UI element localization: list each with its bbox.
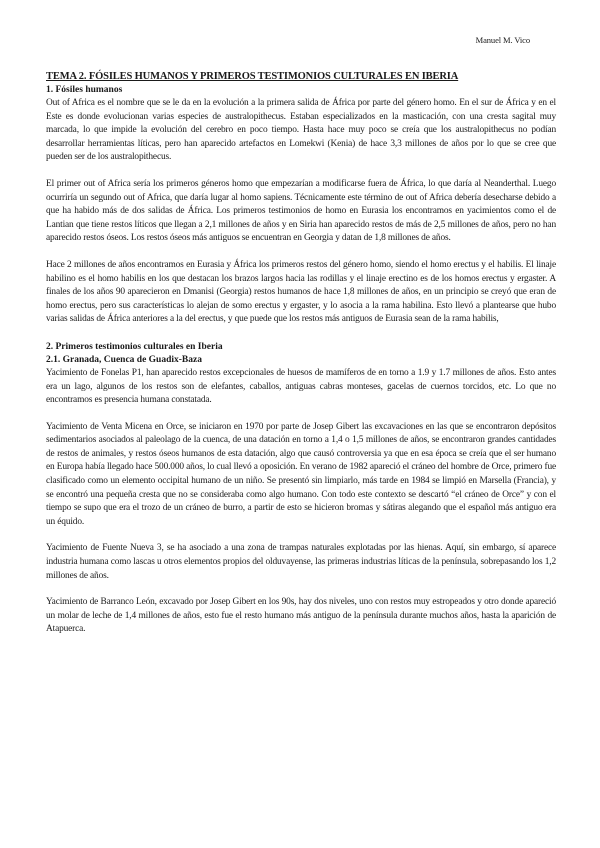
document-title: TEMA 2. FÓSILES HUMANOS Y PRIMEROS TESTIMONIOS CULTURALES EN IBERIA — [46, 71, 459, 82]
section-1-paragraph-1: Out of Africa es el nombre que se le da en la evolución a la primera salida de África por parte del género homo. En el sur de África y en el Este es donde evolucionan varias especies de australopithecus. Estaban especializados en la masticación, con una cresta sagital muy marcada, lo que impide la evolución del cerebro en poco tiempo. Hasta hace muy poco se creía que los australopithecus no podían desarrollar herramientas líticas, pero han aparecido artefactos en Lomekwi (Kenia) de hace 3,3 millones de años por lo que se cree que pueden ser de los australopithecus. — [46, 98, 556, 163]
section-2-paragraph-3: Yacimiento de Fuente Nueva 3, se ha asociado a una zona de trampas naturales explotadas por las hienas. Aquí, sin embargo, sí aparece industria humana como lascas u otros elementos propios del olduvayense, las primeras industrias líticas de la península, sobrepasando los 1,2 millones de años. — [46, 543, 556, 581]
document-body — [46, 70, 556, 637]
section-2-paragraph-4: Yacimiento de Barranco León, excavado por Josep Gibert en los 90s, hay dos niveles, uno con restos muy estropeados y otro donde apareció un molar de leche de 1,4 millones de años, esto fue el resto humano más antiguo de la península durante muchos años, hasta la aparición de Atapuerca. — [46, 597, 556, 635]
author-name: Manuel M. Vico — [475, 35, 530, 45]
section-2-paragraph-1: Yacimiento de Fonelas P1, han aparecido restos excepcionales de huesos de mamíferos de en torno a 1.9 y 1.7 millones de años. Esto antes era un lago, algunos de los restos son de elefantes, caballos, antiguas cabras monteses, gacelas de cuernos torcidos, etc. Lo que no encontramos es presencia humana constatada. — [46, 367, 556, 406]
section-1-heading: 1. Fósiles humanos — [46, 85, 123, 95]
section-2-paragraph-2: Yacimiento de Venta Micena en Orce, se iniciaron en 1970 por parte de Josep Gibert las excavaciones en las que se encontraron depósitos sedimentarios asociados al paleolago de la cuenca, de una datación en torno a 1,4 o 1,5 millones de años, se encontraron grandes cantidades de restos de animales, y restos óseos humanos de esta datación, algo que causó controversia ya que en esa época se creía que el ser humano en Europa había llegado hace 500.000 años, lo cual llevó a oposición. En verano de 1982 apareció el cráneo del hombre de Orce, primero fue clasificado como un elemento occipital humano de un niño. Se presentó sin limpiarlo, más tarde en 1984 se limpió en Marsella (Francia), y se encontró una pequeña cresta que no se consideraba como algo humano. Con todo este contexto se descartó “el cráneo de Orce” y con el tiempo se supo que era el trozo de un cráneo de burro, a partir de esto se hicieron bromas y sátiras alegando que el español más antiguo era un équido. — [46, 421, 556, 527]
section-1-paragraph-3: Hace 2 millones de años encontramos en Eurasia y África los primeros restos del género homo, siendo el homo erectus y el habilis. El linaje habilino es el homo habilis en los que destacan los brazos largos hacia las rodillas y el linaje erectino es de los homos erectus y ergaster. A finales de los años 90 aparecieron en Dmanisi (Georgia) restos humanos de hace 1,8 millones de años, en un principio se creyó que eran de homo erectus, pero sus características lo alejan de somo erectus y ergaster, y lo asocia a la rama habilina. Esto llevó a plantearse que hubo varias salidas de África anteriores a la del erectus, y que puede que los restos más antiguos de Eurasia sean de la rama habilis, — [46, 259, 556, 325]
section-2-1-subheading: 2.1. Granada, Cuenca de Guadix-Baza — [46, 354, 202, 365]
section-1-paragraph-2: El primer out of Africa sería los primeros géneros homo que empezarían a modificarse fuera de África, lo que daría al Neanderthal. Luego ocurriría un segundo out of Africa, que daría lugar al homo sapiens. Técnicamente este término de out of Africa debería desecharse debido a que ha habido más de dos salidas de África. Los primeros testimonios de homo en Eurasia los encontramos en yacimientos como el de Lantian que tiene restos líticos que llegan a 2,1 millones de años y en Siria han aparecido restos de más de 2,5 millones de años, pero no han aparecido restos óseos. Los restos óseos más antiguos se encuentran en Georgia y datan de 1,8 millones de años. — [46, 178, 556, 244]
section-2-heading: 2. Primeros testimonios culturales en Iberia — [46, 341, 223, 352]
